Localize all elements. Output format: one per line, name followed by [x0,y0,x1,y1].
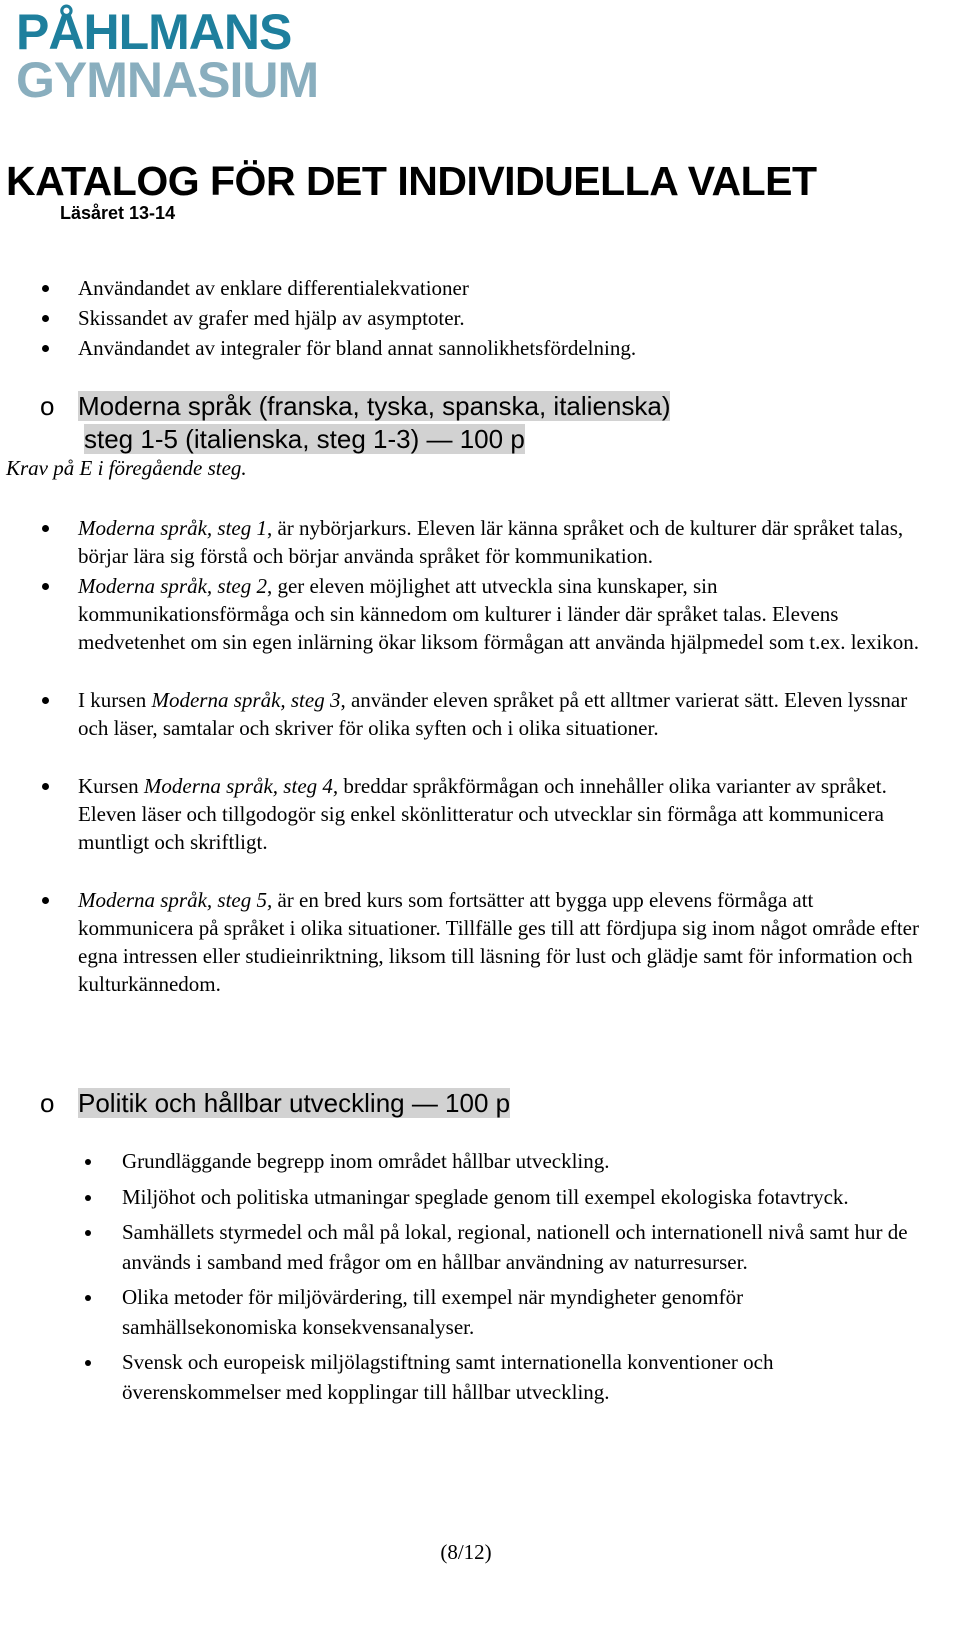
course-description: , använder eleven språket på ett alltmer varierat sätt. Eleven lyssnar och läser, samtalar och skriver för olika syften och i olika situationer. [78,688,908,740]
school-year: Läsåret 13-14 [60,203,176,223]
bullet-icon [42,285,49,292]
course-name: Moderna språk, steg 2 [78,574,267,598]
list-item [0,303,960,333]
circle-bullet-icon: o [40,391,55,421]
course-name: Moderna språk, steg 4, [143,774,339,798]
heading-text: Politik och hållbar utveckling — 100 p [78,1088,511,1118]
prerequisite-note: Krav på E i föregående steg. [6,456,247,480]
list-item-text: Olika metoder för miljövärdering, till exempel när myndigheter genomför samhällsekonomiska konsekvensanalyser. [122,1285,744,1339]
bullet-icon [42,345,49,352]
bullet-icon [42,315,49,322]
course-heading-politics [40,1087,511,1120]
course-description: , är nybörjarkurs. Eleven lär känna språket och de kulturer där språket talas, börjar lära sig förstå och börjar använda språket för kommunikation. [78,516,904,568]
circle-bullet-icon: o [40,1088,55,1118]
list-item-text: Användandet av integraler för bland annat sannolikhetsfördelning. [78,336,637,360]
bullet-icon [42,583,49,590]
bullet-icon [85,1295,91,1301]
bullet-icon [85,1230,91,1236]
bullet-icon [85,1360,91,1366]
list-item [0,1348,920,1407]
heading-line-1: Moderna språk (franska, tyska, spanska, italienska) [78,391,671,421]
bullet-icon [85,1159,91,1165]
course-name: Moderna språk, steg 1 [78,516,267,540]
list-item [0,1147,920,1177]
bullet-icon [42,525,49,532]
list-item [0,1218,920,1277]
course-description: är en bred kurs som fortsätter att bygga upp elevens förmåga att kommunicera på språket i olika situationer. Tillfälle ges till att fördjupa sig inom något område efter egna intressen eller studieinriktning, liksom till läsning för lust och glädje samt för information och kulturkännedom. [78,888,919,996]
list-item-text: Användandet av enklare differentialekvationer [78,276,469,300]
list-item [0,886,920,998]
course-intro: I kursen [78,688,152,712]
math-topic-list [0,273,960,363]
list-item [0,333,960,363]
list-item-text: Skissandet av grafer med hjälp av asymptoter. [78,306,465,330]
logo-line-2: GYMNASIUM [16,52,319,108]
bullet-icon [85,1195,91,1201]
logo-line-1: PÅHLMANS [16,4,292,60]
list-item-text: Samhällets styrmedel och mål på lokal, regional, nationell och internationell nivå samt hur de används i samband med frågor om en hållbar användning av naturresurser. [122,1220,908,1274]
list-item [0,1283,920,1342]
page-title: KATALOG FÖR DET INDIVIDUELLA VALET [6,158,817,204]
course-heading-languages [40,390,671,456]
list-item-text: Grundläggande begrepp inom området hållbar utveckling. [122,1149,610,1173]
course-description: breddar språkförmågan och innehåller olika varianter av språket. Eleven läser och tillgodogör sig enkel skönlitteratur och utvecklar sin förmåga att kommunicera muntligt och skriftligt. [78,774,887,854]
list-item [0,514,920,570]
list-item [0,772,920,856]
list-item [0,572,920,656]
course-intro: Kursen [78,774,144,798]
page-number: (8/12) [440,1540,492,1564]
bullet-icon [42,783,49,790]
language-course-list [0,514,920,998]
heading-line-2: steg 1-5 (italienska, steg 1-3) — 100 p [84,424,525,454]
list-item-text: Svensk och europeisk miljölagstiftning samt internationella konventioner och överenskommelser med kopplingar till hållbar utveckling. [122,1350,774,1404]
bullet-icon [42,897,49,904]
school-logo [16,4,319,108]
course-description: , ger eleven möjlighet att utveckla sina kunskaper, sin kommunikationsförmåga och sin kännedom om kulturer i länder där språket talas. Elevens medvetenhet om sin egen inlärning ökar liksom förmågan att använda hjälpmedel som t.ex. lexikon. [78,574,919,654]
course-name: Moderna språk, steg 3 [151,688,341,712]
list-item [0,273,960,303]
list-item [0,1183,920,1213]
list-item-text: Miljöhot och politiska utmaningar speglade genom till exempel ekologiska fotavtryck. [122,1184,849,1209]
list-item [0,686,920,742]
course-name: Moderna språk, steg 5, [78,888,273,912]
politics-topic-list [0,1147,920,1413]
bullet-icon [42,697,49,704]
